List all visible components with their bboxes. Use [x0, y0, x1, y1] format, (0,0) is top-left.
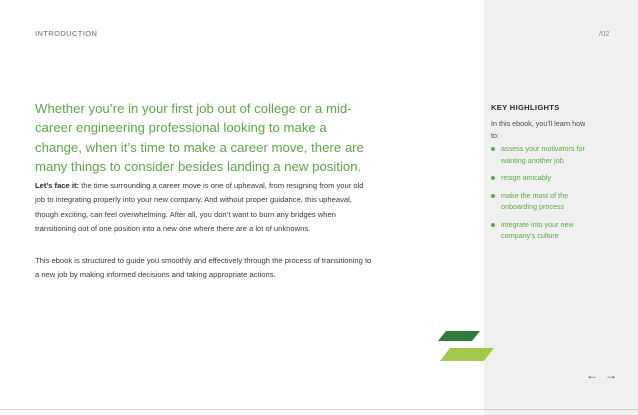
list-item: integrate into your new company’s culture — [491, 219, 591, 242]
list-item: assess your motivators for wanting another job — [491, 143, 591, 166]
prev-page-arrow-icon[interactable]: ← — [586, 368, 598, 382]
bullet-icon — [491, 194, 495, 198]
key-highlights-list — [491, 143, 591, 248]
bullet-icon — [491, 147, 495, 151]
key-highlights-intro: In this ebook, you’ll learn how to: — [491, 119, 586, 140]
bullet-icon — [491, 176, 495, 180]
list-item: make the most of the onboarding process — [491, 190, 591, 213]
section-label: INTRODUCTION — [35, 29, 98, 38]
paragraph-lead: Let’s face it: — [35, 181, 80, 190]
bottom-divider — [0, 409, 638, 410]
parallelogram-logo-icon — [432, 331, 498, 363]
intro-heading: Whether you’re in your first job out of college or a mid-career engineering professional looking to make a change, when it’s time to make a career move, there are many things to consider besides landing a new position. — [35, 101, 364, 174]
list-item: resign amicably — [491, 172, 591, 184]
paragraph-ebook-purpose: This ebook is structured to guide you smoothly and effectively through the process of transitioning to a new job by making informed decisions and taking appropriate actions. — [35, 256, 372, 280]
paragraph-body: the time surrounding a career move is one of upheaval, from resigning from your old job to integrating properly into your new company. And without proper guidance, this upheaval, though exciting, can feel overwhelming. After all, you don’t want to burn any bridges when transitioning out of one position into a new one where there are a lot of unknowns. — [35, 181, 364, 234]
key-highlights-title: KEY HIGHLIGHTS — [491, 103, 560, 112]
page-number: /02 — [599, 29, 610, 38]
bullet-icon — [491, 223, 495, 227]
paragraph-lets-face-it — [35, 179, 375, 237]
next-page-arrow-icon[interactable]: → — [605, 368, 617, 382]
